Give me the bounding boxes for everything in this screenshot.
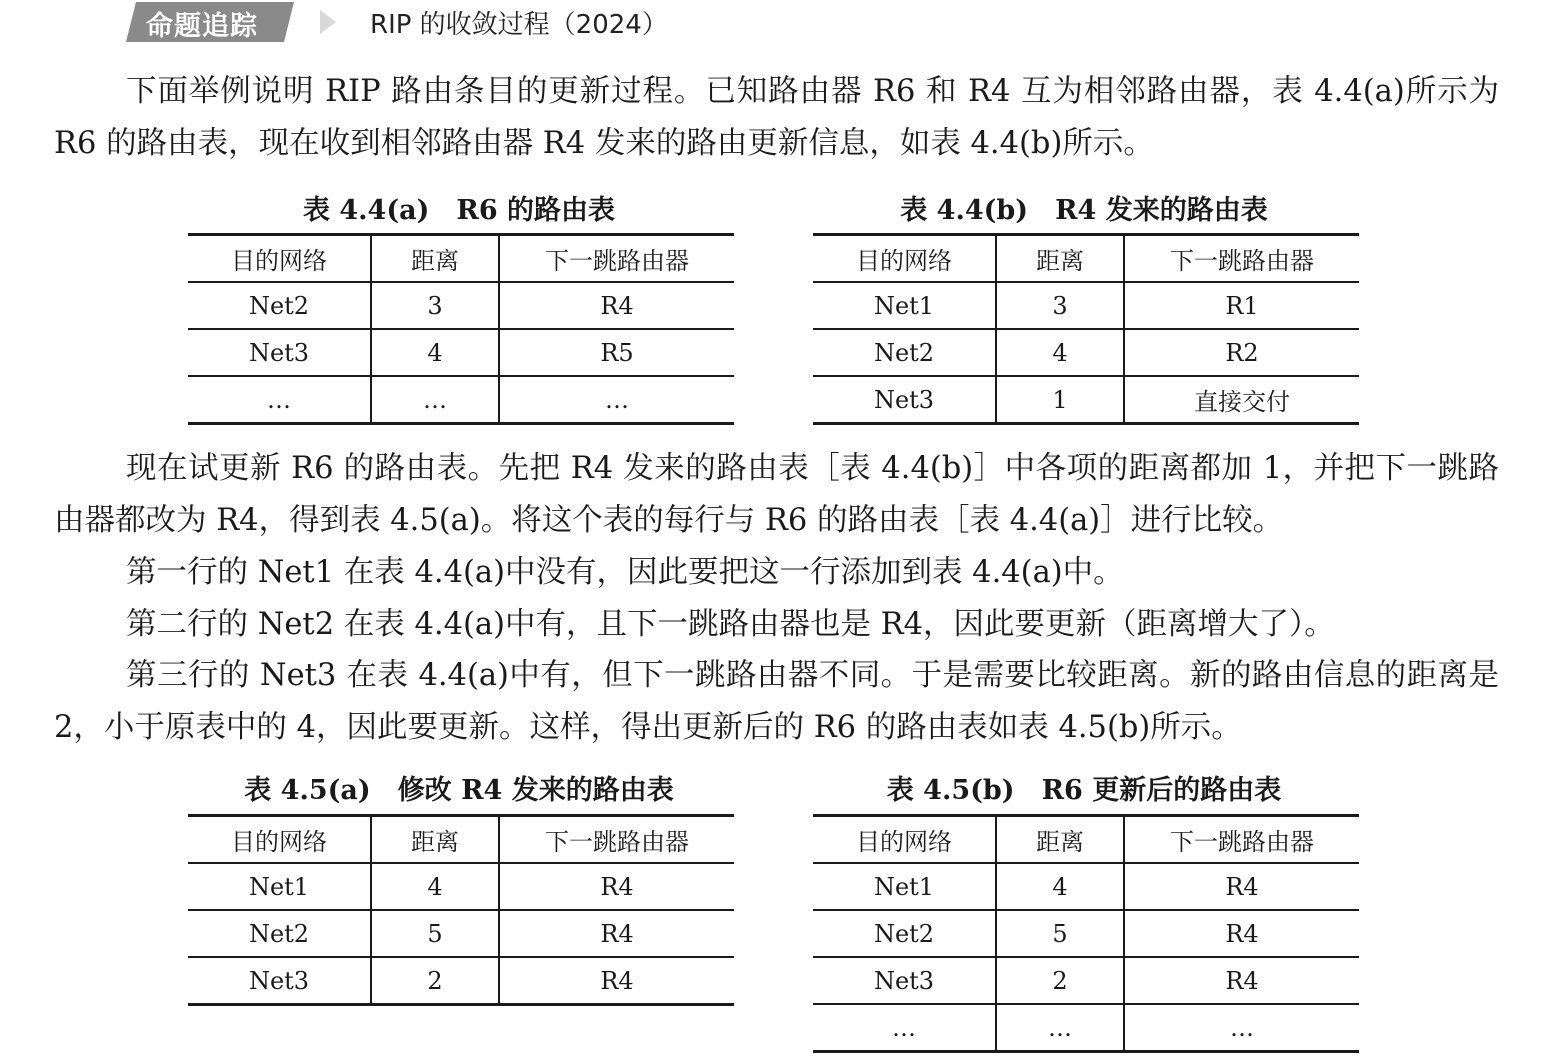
cell-distance: … bbox=[996, 1004, 1124, 1052]
table-row bbox=[188, 910, 734, 957]
cell-distance: … bbox=[371, 376, 499, 424]
cell-distance: 4 bbox=[996, 863, 1124, 910]
col-header-destination: 目的网络 bbox=[188, 816, 371, 864]
cell-distance: 5 bbox=[996, 910, 1124, 957]
table-row bbox=[188, 282, 734, 329]
table-row bbox=[813, 376, 1359, 424]
update-paragraph: 现在试更新 R6 的路由表。先把 R4 发来的路由表［表 4.4(b)］中各项的距离都加 1，并把下一跳路由器都改为 R4，得到表 4.5(a)。将这个表的每行与 R6 的路由表［表 4.4(a)］进行比较。 bbox=[54, 451, 1499, 538]
cell-destination: … bbox=[892, 1013, 916, 1042]
col-header-next-hop: 下一跳路由器 bbox=[499, 816, 734, 864]
cell-next-hop: R4 bbox=[499, 863, 734, 910]
table-row bbox=[188, 863, 734, 910]
cell-distance: 2 bbox=[996, 957, 1124, 1004]
table-4-5a bbox=[188, 814, 734, 1006]
row2-paragraph: 第二行的 Net2 在表 4.4(a)中有，且下一跳路由器也是 R4，因此要更新（距离增大了）。 bbox=[126, 607, 1335, 642]
cell-distance: 2 bbox=[371, 957, 499, 1005]
cell-next-hop: R4 bbox=[1124, 863, 1359, 910]
table-4-5a-caption: 表 4.5(a) 修改 R4 发来的路由表 bbox=[244, 775, 674, 806]
cell-destination: Net3 bbox=[188, 329, 371, 376]
cell-destination: Net1 bbox=[813, 282, 996, 329]
cell-destination: Net2 bbox=[813, 910, 996, 957]
row3-paragraph: 第三行的 Net3 在表 4.4(a)中有，但下一跳路由器不同。于是需要比较距离。新的路由信息的距离是 2，小于原表中的 4，因此要更新。这样，得出更新后的 R6 的路由表如表 4.5(b)所示。 bbox=[54, 658, 1499, 745]
col-header-next-hop: 下一跳路由器 bbox=[1124, 235, 1359, 283]
table-row bbox=[813, 282, 1359, 329]
cell-destination: Net2 bbox=[188, 910, 371, 957]
col-header-distance: 距离 bbox=[996, 816, 1124, 864]
table-row bbox=[813, 1004, 1359, 1052]
table-4-4b bbox=[813, 233, 1359, 425]
table-header-row bbox=[813, 816, 1359, 864]
table-row bbox=[188, 329, 734, 376]
section-tag bbox=[126, 2, 294, 42]
col-header-next-hop: 下一跳路由器 bbox=[499, 235, 734, 283]
col-header-distance: 距离 bbox=[996, 235, 1124, 283]
col-header-destination: 目的网络 bbox=[813, 816, 996, 864]
table-4-5b bbox=[813, 814, 1359, 1053]
table-row bbox=[813, 329, 1359, 376]
table-4-4b-caption: 表 4.4(b) R4 发来的路由表 bbox=[900, 195, 1268, 226]
cell-next-hop: … bbox=[1124, 1004, 1359, 1052]
cell-next-hop: R4 bbox=[1124, 910, 1359, 957]
col-header-next-hop: 下一跳路由器 bbox=[1124, 816, 1359, 864]
cell-distance: 3 bbox=[996, 282, 1124, 329]
intro-paragraph: 下面举例说明 RIP 路由条目的更新过程。已知路由器 R6 和 R4 互为相邻路由器，表 4.4(a)所示为 R6 的路由表，现在收到相邻路由器 R4 发来的路由更新信息，如表 4.4(b)所示。 bbox=[54, 74, 1499, 161]
cell-destination: … bbox=[267, 385, 291, 414]
table-4-5b-caption: 表 4.5(b) R6 更新后的路由表 bbox=[886, 775, 1282, 806]
table-header-row bbox=[188, 816, 734, 864]
cell-distance: 4 bbox=[371, 863, 499, 910]
col-header-destination: 目的网络 bbox=[188, 235, 371, 283]
cell-next-hop: R5 bbox=[499, 329, 734, 376]
cell-next-hop: R2 bbox=[1124, 329, 1359, 376]
cell-distance: 3 bbox=[371, 282, 499, 329]
cell-next-hop: R4 bbox=[499, 910, 734, 957]
cell-distance: 4 bbox=[996, 329, 1124, 376]
section-tag-label: 命题追踪 bbox=[146, 11, 258, 42]
table-row bbox=[188, 957, 734, 1005]
table-4-4a-caption: 表 4.4(a) R6 的路由表 bbox=[302, 195, 616, 226]
table-header-row bbox=[188, 235, 734, 283]
cell-next-hop: 直接交付 bbox=[1124, 376, 1359, 424]
table-row bbox=[813, 863, 1359, 910]
cell-next-hop: R1 bbox=[1124, 282, 1359, 329]
cell-next-hop: R4 bbox=[499, 282, 734, 329]
cell-destination: Net3 bbox=[873, 385, 935, 414]
cell-distance: 1 bbox=[996, 376, 1124, 424]
arrow-right-icon bbox=[320, 10, 336, 34]
col-header-destination: 目的网络 bbox=[813, 235, 996, 283]
table-header-row bbox=[813, 235, 1359, 283]
table-row bbox=[188, 376, 734, 424]
cell-destination: Net2 bbox=[813, 329, 996, 376]
table-4-4a bbox=[188, 233, 734, 425]
row1-paragraph: 第一行的 Net1 在表 4.4(a)中没有，因此要把这一行添加到表 4.4(a)中。 bbox=[126, 555, 1124, 590]
cell-distance: 4 bbox=[371, 329, 499, 376]
cell-destination: Net1 bbox=[813, 863, 996, 910]
table-row bbox=[813, 910, 1359, 957]
cell-destination: Net2 bbox=[188, 282, 371, 329]
cell-next-hop: … bbox=[499, 376, 734, 424]
cell-destination: Net1 bbox=[188, 863, 371, 910]
cell-destination: Net3 bbox=[813, 957, 996, 1004]
cell-destination: Net3 bbox=[248, 966, 310, 995]
col-header-distance: 距离 bbox=[371, 816, 499, 864]
cell-next-hop: R4 bbox=[499, 957, 734, 1005]
topic-title: RIP 的收敛过程（2024） bbox=[370, 10, 668, 40]
cell-distance: 5 bbox=[371, 910, 499, 957]
col-header-distance: 距离 bbox=[371, 235, 499, 283]
cell-next-hop: R4 bbox=[1124, 957, 1359, 1004]
table-row bbox=[813, 957, 1359, 1004]
